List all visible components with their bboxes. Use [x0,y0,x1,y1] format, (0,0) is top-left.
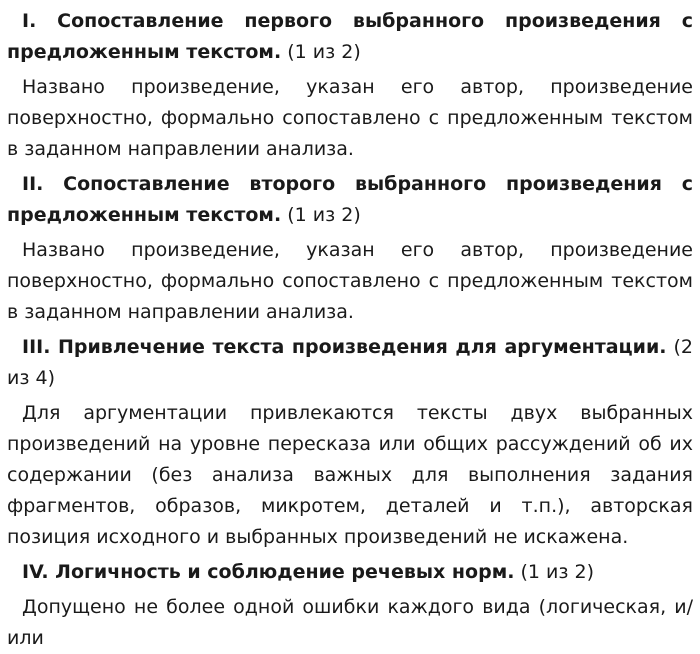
section-title: IV. Логичность и соблюдение речевых норм. [22,561,515,583]
section-score: (1 из 2) [287,204,361,226]
section-score: (2 из 4) [7,336,693,389]
section-heading-4 [7,557,693,588]
section-body-2: Названо произведение, указан его автор, произведение поверхностно, формально сопоставлено с предложенным текстом в заданном направлении анализа. [7,239,693,323]
section-score: (1 из 2) [287,41,361,63]
section-heading-3 [7,332,693,394]
section-title: III. Привлечение текста произведения для аргументации. [22,336,667,358]
section-body-3: Для аргументации привлекаются тексты двух выбранных произведений на уровне пересказа или общих рассуждений об их содержании (без анализа важных для выполнения задания фрагментов, образов, микротем, деталей и т.п.), авторская позиция исходного и выбранных произведений не искажена. [7,402,693,548]
section-heading-1 [7,6,693,68]
section-body-1: Названо произведение, указан его автор, произведение поверхностно, формально сопоставлено с предложенным текстом в заданном направлении анализа. [7,76,693,160]
section-score: (1 из 2) [520,561,595,583]
section-title: II. Сопоставление второго выбранного произведения с предложенным текстом. [7,173,693,226]
section-heading-2 [7,169,693,231]
section-body-4: Допущено не более одной ошибки каждого вида (логическая, и/или [7,596,693,649]
section-title: I. Сопоставление первого выбранного произведения с предложенным текстом. [7,10,693,63]
